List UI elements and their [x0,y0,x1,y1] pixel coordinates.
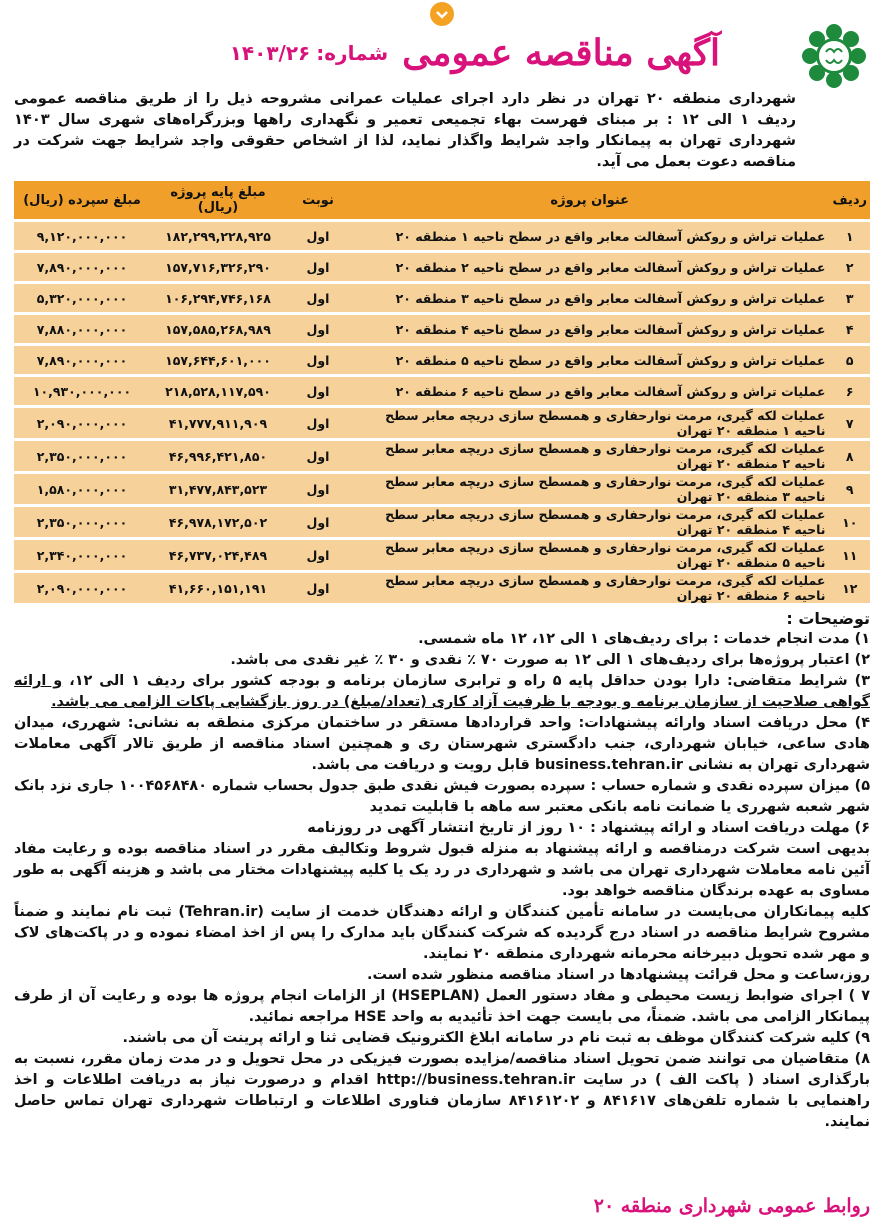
project-title: عملیات تراش و روکش آسفالت معابر واقع در سطح ناحیه ۱ منطقه ۲۰ [350,222,829,250]
deposit-amount: ۹,۱۲۰,۰۰۰,۰۰۰ [14,222,150,250]
project-title: عملیات لکه گیری، مرمت نوارحفاری و همسطح سازی دریچه معابر سطح ناحیه ۳ منطقه ۲۰ تهران [350,474,829,504]
row-number: ۱۱ [829,540,870,570]
notes-heading: توضیحات : [786,609,870,628]
note-3-part-a: ۳) شرایط متقاضی: دارا بودن حداقل پایه ۵ راه و ترابری سازمان برنامه و بودجه کشور برای ردیف ۱ الی ۱۲، [62,673,870,689]
table-row [14,222,870,250]
page-title: آگهی مناقصه عمومی [402,32,720,74]
notice-number-label: شماره: [316,41,389,65]
table-row [14,315,870,343]
turn: اول [286,441,350,471]
table-row [14,507,870,537]
base-amount: ۱۵۷,۷۱۶,۳۲۶,۲۹۰ [150,253,286,281]
base-amount: ۱۰۶,۲۹۴,۷۴۶,۱۶۸ [150,284,286,312]
base-amount: ۴۶,۷۳۷,۰۲۴,۴۸۹ [150,540,286,570]
header-deposit-amount: مبلغ سپرده (ریال) [14,181,150,219]
project-title: عملیات لکه گیری، مرمت نوارحفاری و همسطح سازی دریچه معابر سطح ناحیه ۱ منطقه ۲۰ تهران [350,408,829,438]
turn: اول [286,408,350,438]
deposit-amount: ۷,۸۸۰,۰۰۰,۰۰۰ [14,315,150,343]
row-number: ۵ [829,346,870,374]
table-row [14,573,870,603]
base-amount: ۱۵۷,۵۸۵,۲۶۸,۹۸۹ [150,315,286,343]
row-number: ۲ [829,253,870,281]
table-row [14,346,870,374]
header-row-number: ردیف [829,181,870,219]
project-title: عملیات تراش و روکش آسفالت معابر واقع در سطح ناحیه ۶ منطقه ۲۰ [350,377,829,405]
notice-number-value: ۱۴۰۳/۲۶ [229,41,311,65]
row-number: ۴ [829,315,870,343]
project-title: عملیات تراش و روکش آسفالت معابر واقع در سطح ناحیه ۲ منطقه ۲۰ [350,253,829,281]
turn: اول [286,284,350,312]
base-amount: ۴۶,۹۹۶,۴۲۱,۸۵۰ [150,441,286,471]
note-3-part-b: و ارائه گواهی صلاحیت از سازمان برنامه و بودجه با ظرفیت آزاد کاری (تعداد/مبلغ) در روز بازگشایی پاکات الزامی می باشد. [14,673,870,710]
table-row [14,474,870,504]
row-number: ۷ [829,408,870,438]
deposit-amount: ۲,۰۹۰,۰۰۰,۰۰۰ [14,408,150,438]
turn: اول [286,346,350,374]
intro-lead: شهرداری منطقه ۲۰ تهران [597,90,796,107]
paragraph-opening: روز،ساعت و محل قرائت پیشنهادها در اسناد مناقصه منظور شده است. [367,967,870,983]
table-row [14,540,870,570]
deposit-amount: ۱۰,۹۳۰,۰۰۰,۰۰۰ [14,377,150,405]
row-number: ۳ [829,284,870,312]
row-number: ۱۲ [829,573,870,603]
table-header-row [14,181,870,219]
project-title: عملیات لکه گیری، مرمت نوارحفاری و همسطح سازی دریچه معابر سطح ناحیه ۵ منطقه ۲۰ تهران [350,540,829,570]
base-amount: ۴۶,۹۷۸,۱۷۲,۵۰۲ [150,507,286,537]
turn: اول [286,573,350,603]
deposit-amount: ۲,۳۴۰,۰۰۰,۰۰۰ [14,540,150,570]
title-block [230,32,720,74]
note-1: ۱) مدت انجام خدمات : برای ردیف‌های ۱ الی ۱۲، ۱۲ ماه شمسی. [418,631,870,647]
deposit-amount: ۲,۳۵۰,۰۰۰,۰۰۰ [14,441,150,471]
notes-section [14,608,870,1133]
project-title: عملیات لکه گیری، مرمت نوارحفاری و همسطح سازی دریچه معابر سطح ناحیه ۴ منطقه ۲۰ تهران [350,507,829,537]
header [14,0,870,92]
paragraph-terms: بدیهی است شرکت درمناقصه و ارائه پیشنهاد به منزله قبول شروط وتکالیف مقرر در اسناد مناقصه بوده و رعایت مفاد آئین نامه معاملات شهرداری تهران می باشد و شهرداری در رد یک یا کلیه پیشنهادات مختار می باشد و هزینه آگهی به طور مساوی به عهده برندگان مناقصه خواهد بود. [14,841,870,899]
note-3 [14,671,870,713]
deposit-amount: ۱,۵۸۰,۰۰۰,۰۰۰ [14,474,150,504]
turn: اول [286,507,350,537]
note-6: ۶) مهلت دریافت اسناد و ارائه پیشنهاد : ۱۰ روز از تاریخ انتشار آگهی در روزنامه [307,820,870,836]
project-title: عملیات تراش و روکش آسفالت معابر واقع در سطح ناحیه ۳ منطقه ۲۰ [350,284,829,312]
turn: اول [286,315,350,343]
deposit-amount: ۷,۸۹۰,۰۰۰,۰۰۰ [14,253,150,281]
table-row [14,284,870,312]
table-row [14,377,870,405]
base-amount: ۲۱۸,۵۲۸,۱۱۷,۵۹۰ [150,377,286,405]
intro-text: در نظر دارد اجرای عملیات عمرانی مشروحه ذیل را از طریق مناقصه عمومی ردیف ۱ الی ۱۲ : بر مبنای فهرست بهاء تجمیعی تعمیر و نگهداری راهها وبزرگراه‌های شهری سال ۱۴۰۳ شهرداری تهران به پیمانکار واجد شرایط واگذار نماید، لذا از اشخاص حقوقی واجد شرایط جهت شرکت در مناقصه دعوت بعمل می آید. [14,90,796,170]
note-4: ۴) محل دریافت اسناد وارائه پیشنهادات: واحد قراردادها مستقر در ساختمان مرکزی منطقه به نشانی: شهرری، میدان هادی ساعی، خیابان شهرداری، جنب دادگستری شهرستان ری و همچنین اسناد مناقصه از طریق تالار آگهی معاملات شهرداری تهران به نشانی business.tehran.ir قابل رویت و دریافت می باشد. [14,715,870,773]
turn: اول [286,474,350,504]
turn: اول [286,222,350,250]
table-row [14,253,870,281]
row-number: ۱ [829,222,870,250]
base-amount: ۱۵۷,۶۴۴,۶۰۱,۰۰۰ [150,346,286,374]
deposit-amount: ۷,۸۹۰,۰۰۰,۰۰۰ [14,346,150,374]
note-5: ۵) میزان سپرده نقدی و شماره حساب : سپرده بصورت فیش نقدی طبق جدول بحساب شماره ۱۰۰۴۵۶۸۴۸۰ جاری نزد بانک شهر شعبه شهرری یا ضمانت نامه بانکی معتبر سه ماهه با قابلیت تمدید [14,778,871,815]
note-2: ۲) اعتبار پروژه‌ها برای ردیف‌های ۱ الی ۱۲ به صورت ۷۰ ٪ نقدی و ۳۰ ٪ غیر نقدی می باشد. [230,652,870,668]
table-row [14,408,870,438]
base-amount: ۱۸۲,۲۹۹,۲۲۸,۹۲۵ [150,222,286,250]
notice-number [230,41,388,65]
deposit-amount: ۲,۰۹۰,۰۰۰,۰۰۰ [14,573,150,603]
project-title: عملیات تراش و روکش آسفالت معابر واقع در سطح ناحیه ۵ منطقه ۲۰ [350,346,829,374]
base-amount: ۴۱,۶۶۰,۱۵۱,۱۹۱ [150,573,286,603]
project-title: عملیات لکه گیری، مرمت نوارحفاری و همسطح سازی دریچه معابر سطح ناحیه ۶ منطقه ۲۰ تهران [350,573,829,603]
base-amount: ۴۱,۷۷۷,۹۱۱,۹۰۹ [150,408,286,438]
header-turn: نوبت [286,181,350,219]
row-number: ۹ [829,474,870,504]
row-number: ۸ [829,441,870,471]
table-row [14,441,870,471]
row-number: ۶ [829,377,870,405]
note-9: ۹) کلیه شرکت کنندگان موظف به ثبت نام در سامانه ابلاغ الکترونیک قضایی ثنا و ارائه پرینت آن می باشند. [122,1030,870,1046]
project-title: عملیات تراش و روکش آسفالت معابر واقع در سطح ناحیه ۴ منطقه ۲۰ [350,315,829,343]
note-8: ۸) متقاضیان می توانند ضمن تحویل اسناد مناقصه/مزایده بصورت فیزیکی در محل تحویل و در مدت زمان مقرر، نسبت به بارگذاری اسناد ( پاکت الف ) در سایت http://business.tehran.ir اقدام و درصورت نیاز به دریافت اطلاعات و اخذ راهنمایی با شماره تلفن‌های ۸۴۱۶۱۷ و ۸۴۱۶۱۲۰۲ سازمان فناوری اطلاعات و ارتباطات شهرداری تهران تماس حاصل نمایند. [14,1051,870,1130]
note-7: ۷ ) اجرای ضوابط زیست محیطی و مفاد دستور العمل (HSEPLAN) از الزامات انجام پروژه ها بوده و رعایت آن از طرف پیمانکار الزامی می باشد. ضمناً، می بایست جهت اخذ تأئیدیه به واحد HSE مراجعه نمائید. [14,988,870,1025]
base-amount: ۳۱,۴۷۷,۸۴۳,۵۲۳ [150,474,286,504]
tehran-municipality-logo-icon [800,22,868,90]
header-base-amount: مبلغ پایه پروژه (ریال) [150,181,286,219]
turn: اول [286,377,350,405]
projects-table [14,178,870,606]
paragraph-registration: کلیه پیمانکاران می‌بایست در سامانه تأمین کنندگان و ارائه دهندگان خدمت از سایت (Tehran.ir) ثبت نام نمایند و ضمناً مشروح شرایط مناقصه در اسناد درج گردیده که شرکت کنندگان باید مدارک را پس از اخذ امضاء نموده و در پاکت‌های لاک و مهر شده تحویل دبیرخانه محرمانه شهرداری منطقه ۲۰ نمایند. [14,904,870,962]
header-project-title: عنوان پروژه [350,181,829,219]
turn: اول [286,540,350,570]
turn: اول [286,253,350,281]
deposit-amount: ۲,۳۵۰,۰۰۰,۰۰۰ [14,507,150,537]
project-title: عملیات لکه گیری، مرمت نوارحفاری و همسطح سازی دریچه معابر سطح ناحیه ۲ منطقه ۲۰ تهران [350,441,829,471]
footer-signature: روابط عمومی شهرداری منطقه ۲۰ [593,1195,870,1217]
intro-paragraph [14,88,796,172]
row-number: ۱۰ [829,507,870,537]
deposit-amount: ۵,۳۲۰,۰۰۰,۰۰۰ [14,284,150,312]
